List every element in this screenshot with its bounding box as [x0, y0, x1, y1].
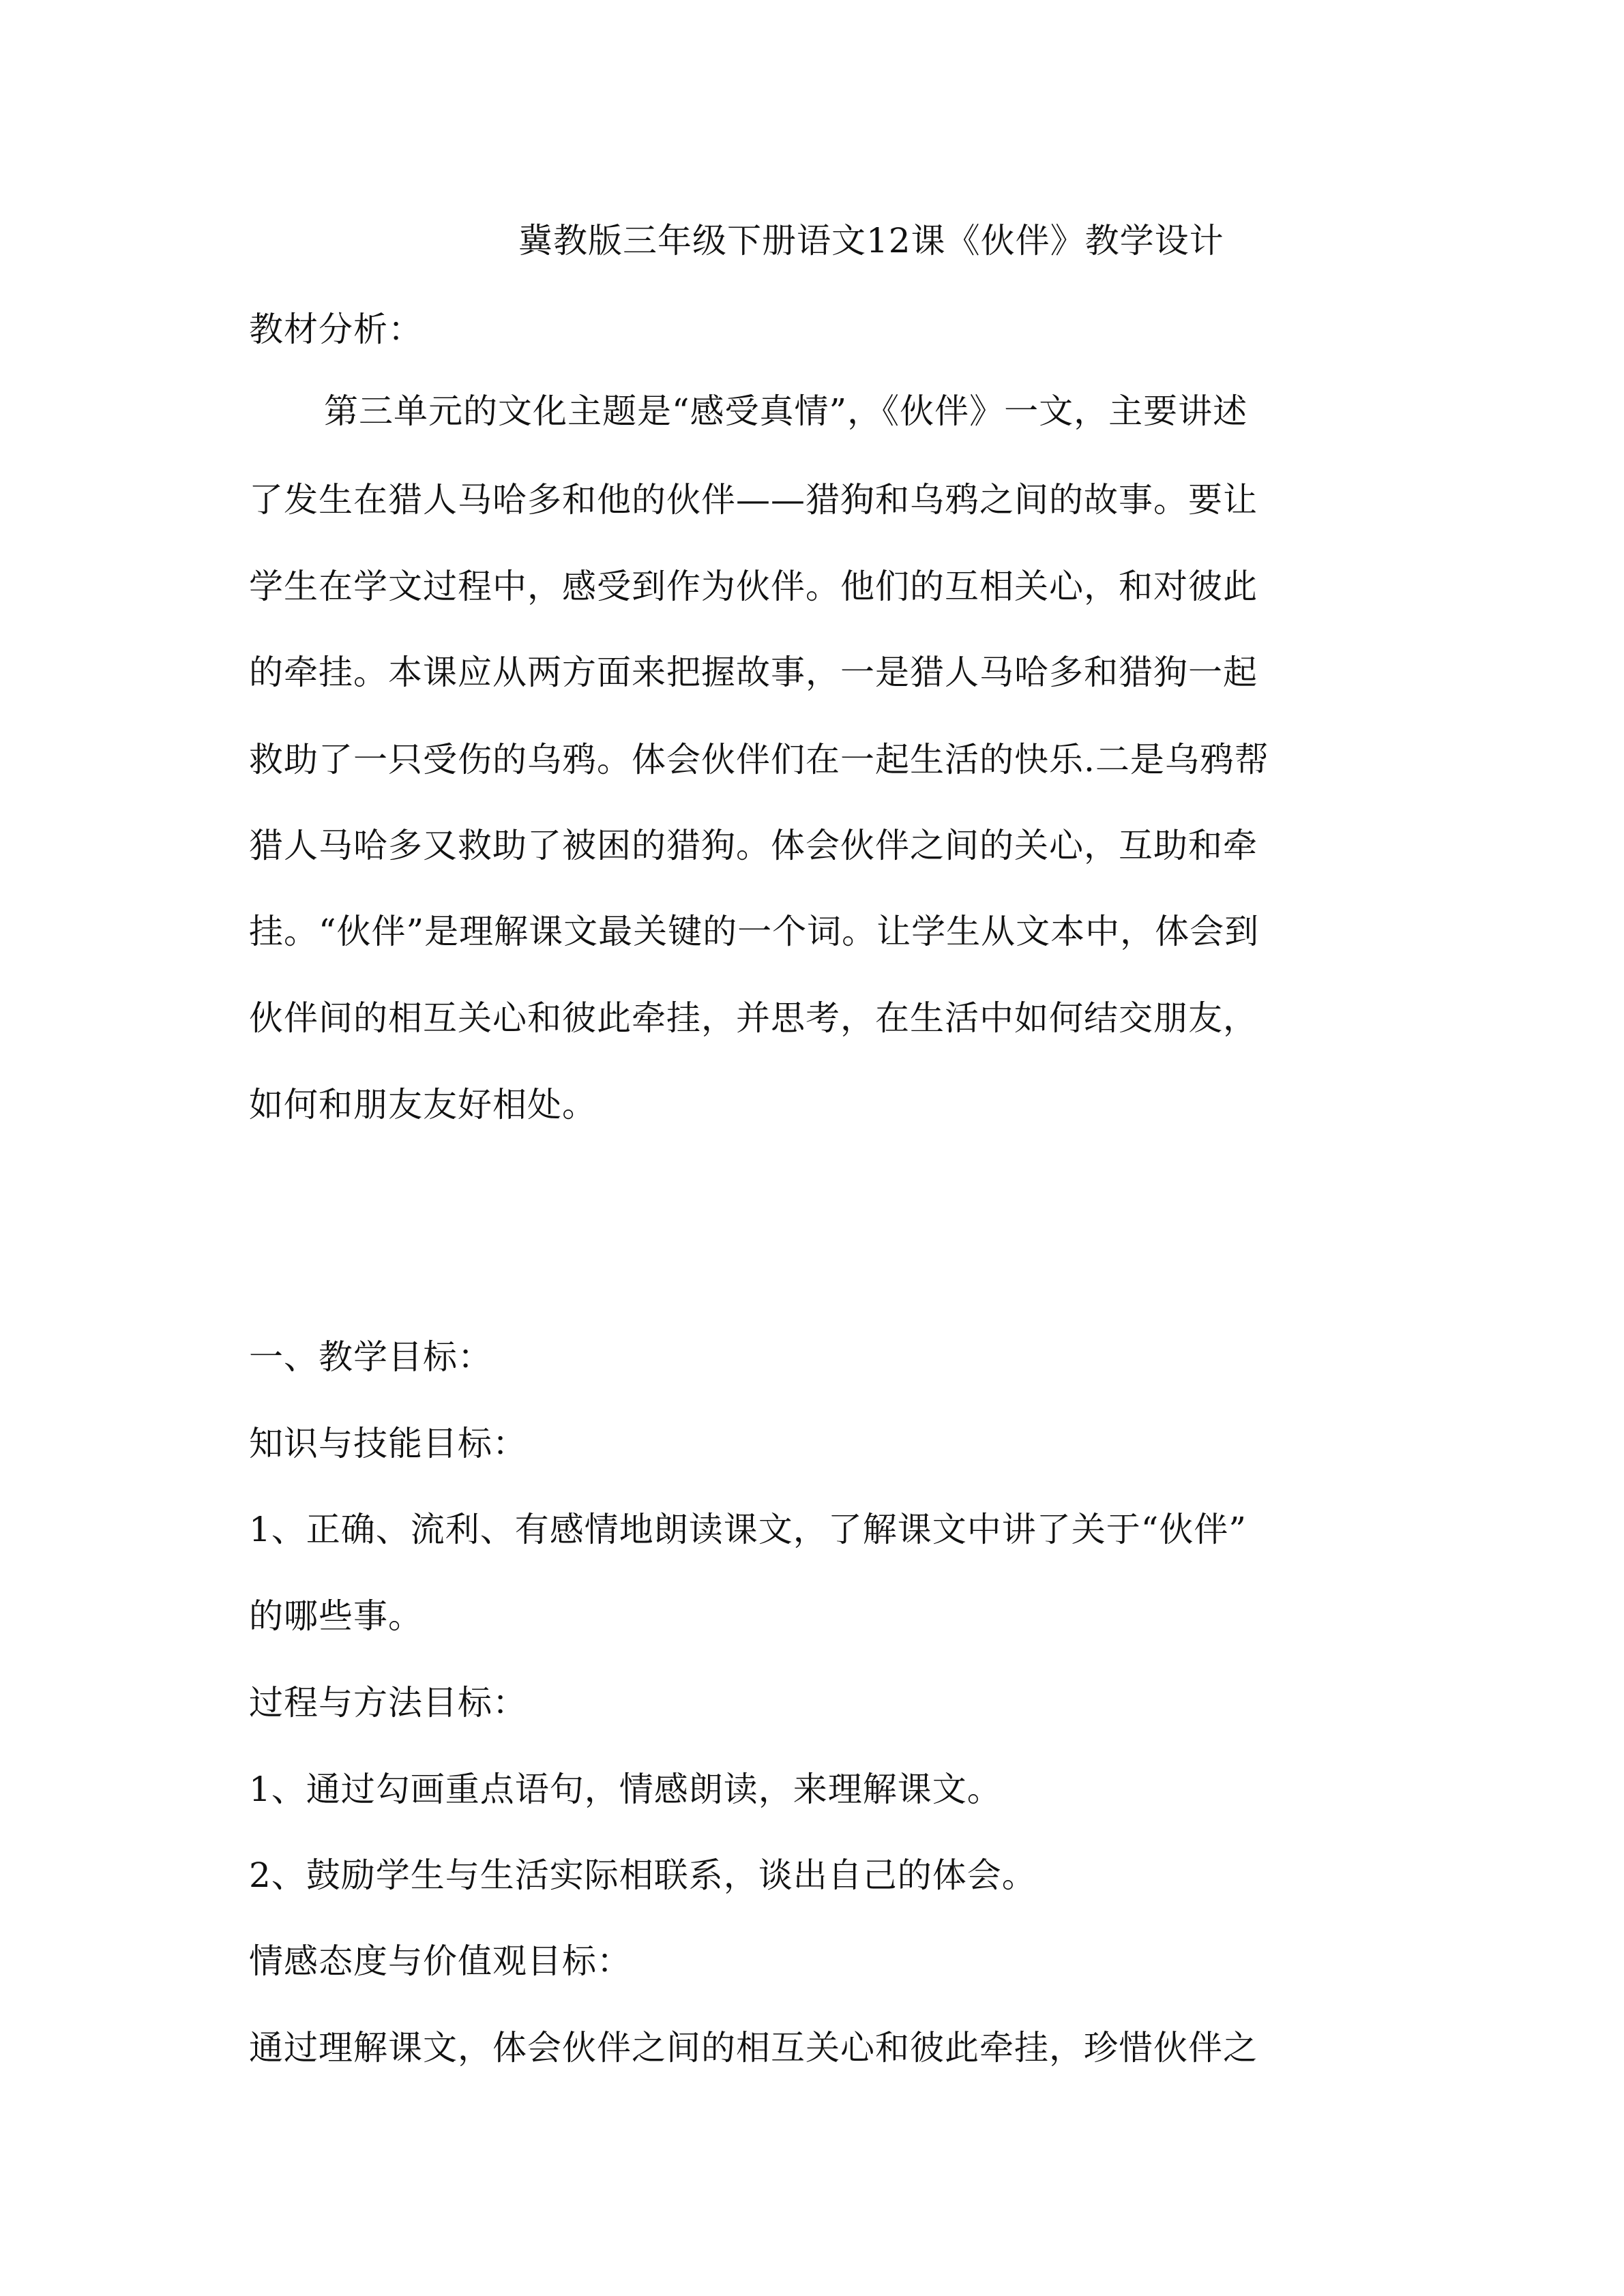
- analysis-paragraph-line: 伙伴间的相互关心和彼此牵挂，并思考，在生活中如何结交朋友，: [249, 998, 1258, 1038]
- document-title: 冀教版三年级下册语文12课《伙伴》教学设计: [518, 221, 1224, 260]
- process-item-line: 2、鼓励学生与生活实际相联系，谈出自己的体会。: [249, 1855, 1037, 1895]
- analysis-heading: 教材分析：: [249, 310, 423, 349]
- knowledge-item-line: 的哪些事。: [249, 1596, 423, 1636]
- emotion-item-line: 通过理解课文，体会伙伴之间的相互关心和彼此牵挂，珍惜伙伴之: [249, 2028, 1258, 2068]
- analysis-paragraph-line: 了发生在猎人马哈多和他的伙伴——猎狗和乌鸦之间的故事。要让: [249, 480, 1258, 520]
- analysis-paragraph-line: 的牵挂。本课应从两方面来把握故事，一是猎人马哈多和猎狗一起: [249, 653, 1258, 692]
- analysis-paragraph-line: 救助了一只受伤的乌鸦。体会伙伴们在一起生活的快乐.二是乌鸦帮: [249, 740, 1269, 779]
- analysis-paragraph-line: 挂。“伙伴”是理解课文最关键的一个词。让学生从文本中，体会到: [249, 912, 1260, 951]
- process-heading: 过程与方法目标：: [249, 1683, 527, 1723]
- knowledge-heading: 知识与技能目标：: [249, 1424, 527, 1463]
- analysis-paragraph-line: 猎人马哈多又救助了被困的猎狗。体会伙伴之间的关心，互助和牵: [249, 826, 1258, 865]
- analysis-paragraph-line: 第三单元的文化主题是“感受真情”，《伙伴》一文，主要讲述: [324, 391, 1248, 431]
- emotion-heading: 情感态度与价值观目标：: [249, 1941, 632, 1981]
- analysis-paragraph-line: 学生在学文过程中，感受到作为伙伴。他们的互相关心，和对彼此: [249, 567, 1258, 606]
- analysis-paragraph-line: 如何和朋友友好相处。: [249, 1085, 597, 1124]
- goals-heading: 一、教学目标：: [249, 1337, 492, 1377]
- knowledge-item-line: 1、正确、流利、有感情地朗读课文，了解课文中讲了关于“伙伴”: [249, 1510, 1247, 1549]
- process-item-line: 1、通过勾画重点语句，情感朗读，来理解课文。: [249, 1770, 1002, 1809]
